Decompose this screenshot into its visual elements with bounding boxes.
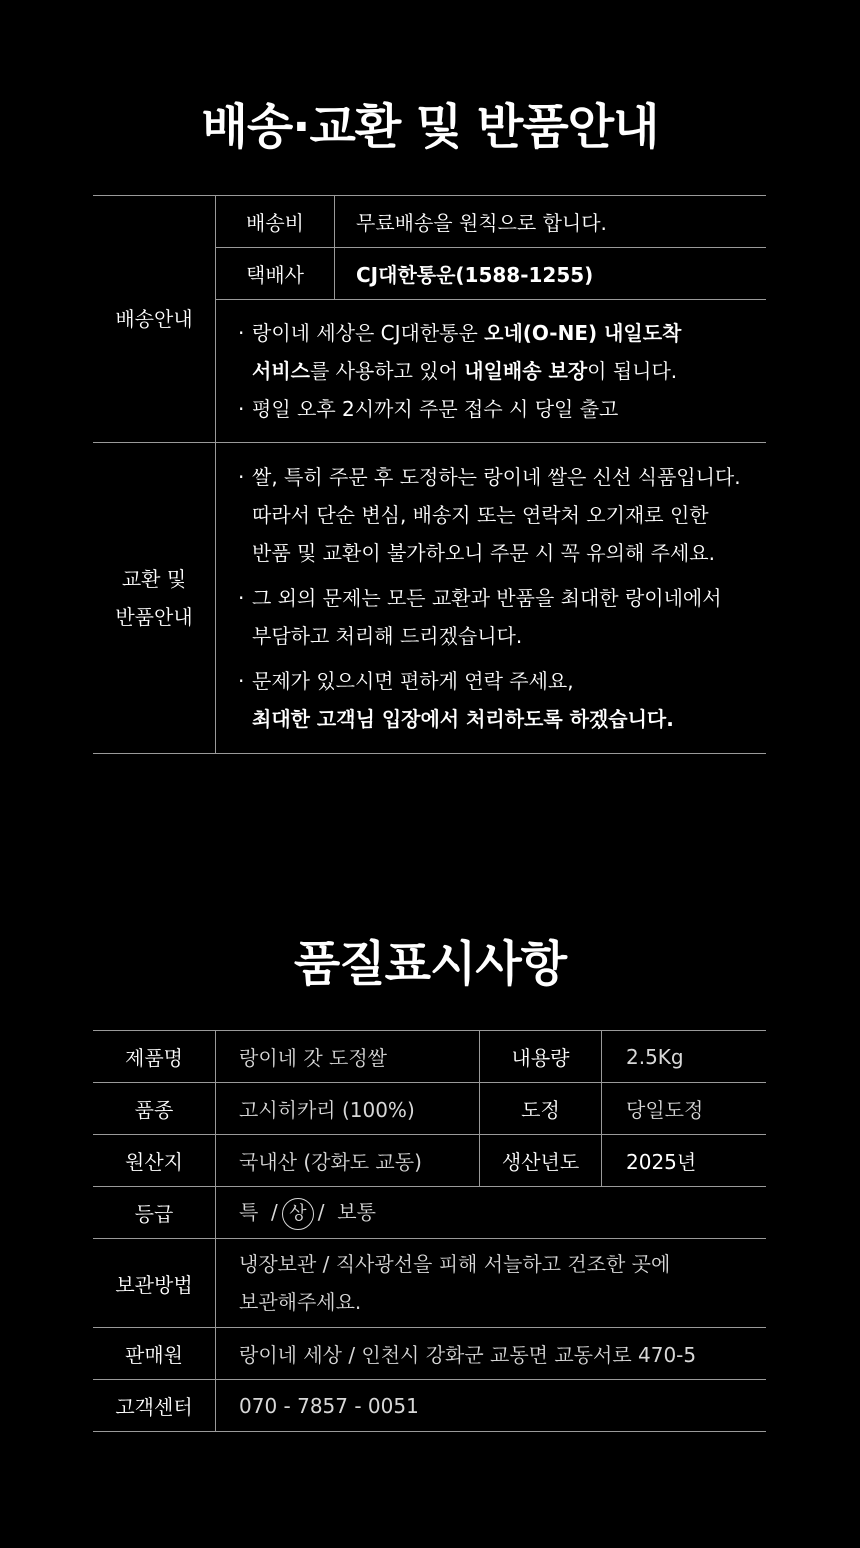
shipping-note-1 (238, 314, 766, 352)
bullet: · (238, 586, 245, 610)
quality-table (93, 1030, 766, 1432)
courier-label: 택배사 (216, 248, 335, 299)
quality-row (93, 1187, 766, 1239)
volume-label: 내용량 (480, 1031, 602, 1083)
shipping-info-row (93, 196, 766, 442)
quality-row (93, 1083, 766, 1135)
exchange-notes (216, 443, 766, 753)
exchange-note-3-cont (238, 700, 766, 738)
shipping-fee-value: 무료배송을 원칙으로 합니다. (356, 211, 607, 235)
shipping-info-body (216, 196, 766, 442)
grade-separator: / (317, 1199, 325, 1224)
seller-label: 판매원 (93, 1328, 216, 1380)
exchange-note-2 (238, 579, 766, 617)
grade-option-special: 특 (239, 1199, 259, 1224)
bullet: · (238, 669, 245, 693)
exchange-note-1-cont: 따라서 단순 변심, 배송지 또는 연락처 오기재로 인한 (252, 503, 709, 527)
note-text: 문제가 있으시면 편하게 연락 주세요, (252, 669, 574, 693)
product-name-value: 랑이네 갓 도정쌀 (216, 1031, 480, 1083)
storage-line-2: 보관해주세요. (239, 1290, 362, 1314)
shipping-note-2 (238, 390, 766, 428)
customer-center-label: 고객센터 (93, 1380, 216, 1432)
year-label: 생산년도 (480, 1135, 602, 1187)
shipping-title: 배송·교환 및 반품안내 (201, 99, 659, 155)
shipping-info-header: 배송안내 (93, 196, 216, 442)
shipping-notes (216, 300, 766, 442)
grade-separator: / (271, 1199, 278, 1224)
courier-row (216, 248, 766, 300)
origin-value: 국내산 (강화도 교동) (216, 1135, 480, 1187)
bullet: · (238, 465, 245, 489)
variety-value: 고시히카리 (100%) (216, 1083, 480, 1135)
quality-row (93, 1239, 766, 1328)
note-text: 랑이네 세상은 CJ대한통운 (252, 321, 485, 345)
milling-value: 당일도정 (602, 1083, 767, 1135)
origin-label: 원산지 (93, 1135, 216, 1187)
quality-row (93, 1031, 766, 1083)
shipping-fee-label: 배송비 (216, 196, 335, 247)
note-text: 쌀, 특히 주문 후 도정하는 랑이네 쌀은 신선 식품입니다. (252, 465, 741, 489)
year-value: 2025년 (602, 1135, 767, 1187)
exchange-note-2-cont: 부담하고 처리해 드리겠습니다. (252, 624, 523, 648)
customer-center-phone: 070 - 7857 - 0051 (216, 1380, 767, 1432)
exchange-note-1 (238, 458, 766, 496)
exchange-note-3 (238, 662, 766, 700)
exchange-header-line-1: 교환 및 (121, 567, 187, 591)
note-highlight: 오네(O-NE) 내일도착 (484, 321, 682, 345)
note-highlight: 서비스 (252, 359, 310, 383)
exchange-return-header (93, 443, 216, 753)
exchange-return-row (93, 442, 766, 753)
bullet: · (238, 321, 245, 345)
grade-value (216, 1187, 767, 1239)
exchange-note-1-cont: 반품 및 교환이 불가하오니 주문 시 꼭 유의해 주세요. (252, 541, 715, 565)
variety-label: 품종 (93, 1083, 216, 1135)
quality-row (93, 1380, 766, 1432)
shipping-note-1-cont (238, 352, 766, 390)
quality-title: 품질표시사항 (293, 936, 567, 992)
shipping-table (93, 195, 766, 754)
note-highlight: 최대한 고객님 입장에서 처리하도록 하겠습니다. (252, 707, 674, 731)
grade-label: 등급 (93, 1187, 216, 1239)
exchange-return-body (216, 443, 766, 753)
seller-value: 랑이네 세상 / 인천시 강화군 교동면 교동서로 470-5 (216, 1328, 767, 1380)
storage-value (216, 1239, 767, 1328)
grade-option-selected: 상 (282, 1198, 314, 1230)
shipping-fee-row (216, 196, 766, 248)
quality-row (93, 1135, 766, 1187)
note-text: 이 됩니다. (587, 359, 678, 383)
note-text: 그 외의 문제는 모든 교환과 반품을 최대한 랑이네에서 (252, 586, 722, 610)
bullet: · (238, 397, 245, 421)
note-highlight: 내일배송 보장 (464, 359, 588, 383)
storage-label: 보관방법 (93, 1239, 216, 1328)
note-text: 를 사용하고 있어 (309, 359, 465, 383)
volume-value: 2.5Kg (602, 1031, 767, 1083)
courier-value: CJ대한통운(1588-1255) (356, 263, 594, 287)
milling-label: 도정 (480, 1083, 602, 1135)
grade-option-normal: 보통 (337, 1199, 376, 1224)
product-name-label: 제품명 (93, 1031, 216, 1083)
storage-line-1: 냉장보관 / 직사광선을 피해 서늘하고 건조한 곳에 (239, 1252, 671, 1276)
exchange-header-line-2: 반품안내 (115, 605, 193, 629)
quality-row (93, 1328, 766, 1380)
note-text: 평일 오후 2시까지 주문 접수 시 당일 출고 (252, 397, 619, 421)
